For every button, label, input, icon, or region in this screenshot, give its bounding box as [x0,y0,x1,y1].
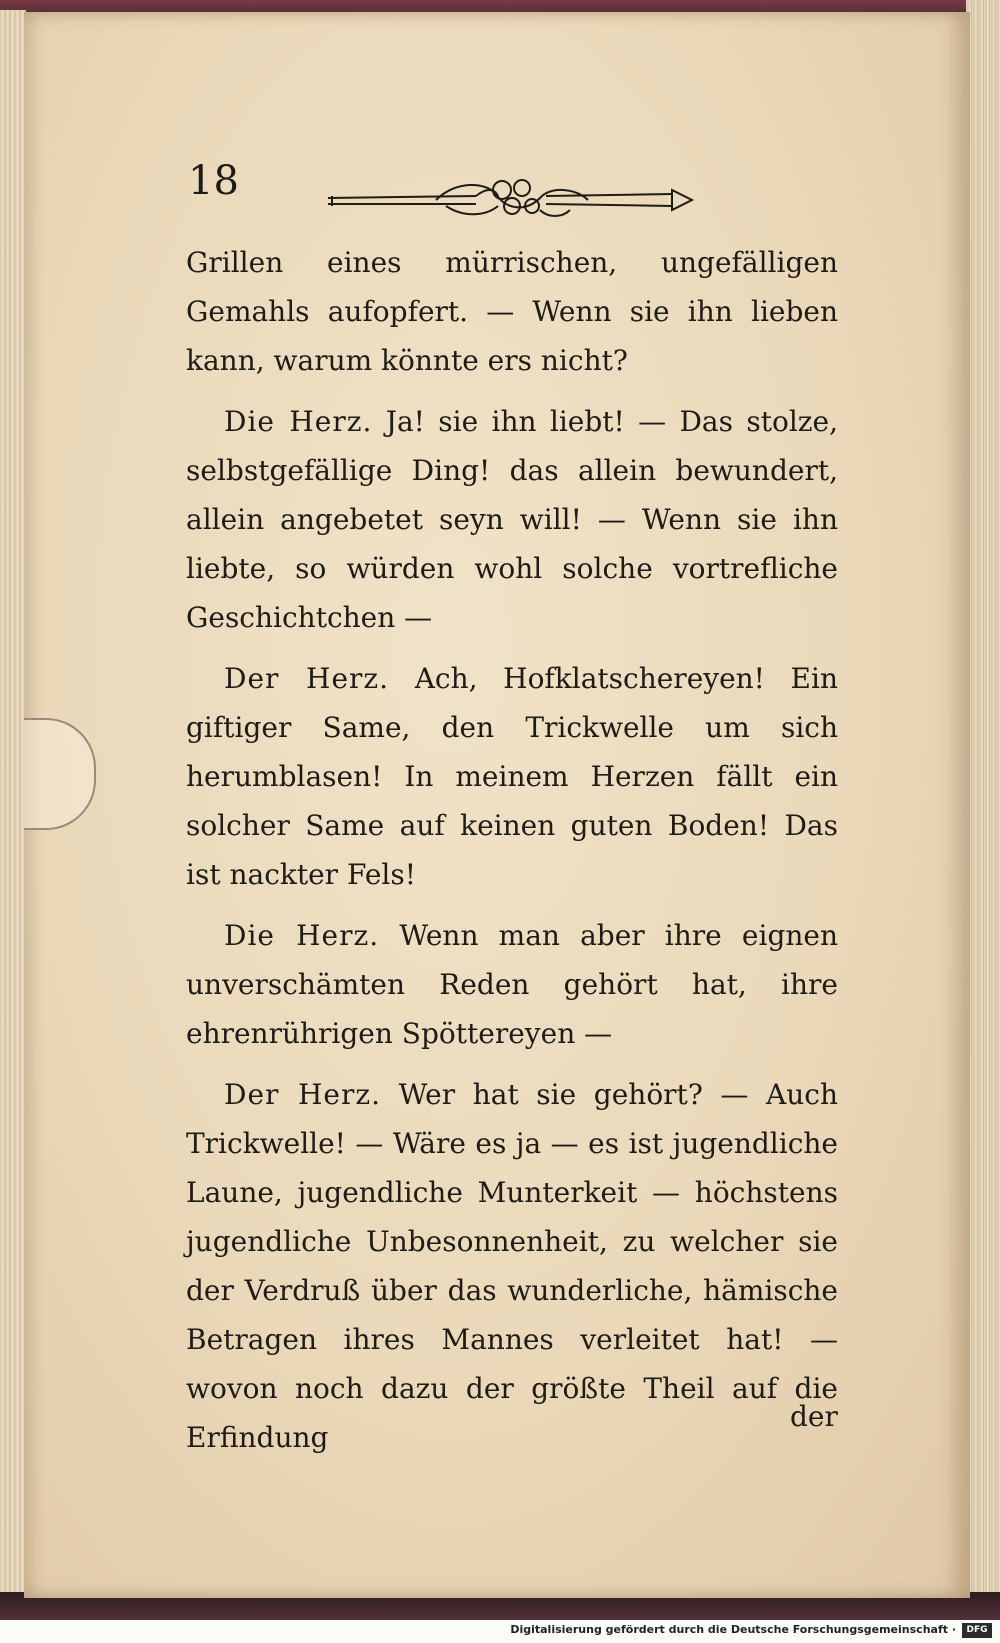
body-text [186,238,838,1474]
page-edges-left [0,10,26,1600]
paragraph-text: Wer hat sie gehört? — Auch Trickwelle! — Wäre es ja — es ist jugendliche Laune, jugendliche Munterkeit — höchstens jugendliche Unbesonnenheit, zu welcher sie der Verdruß über das wunderliche, hämische Betragen ihres Mannes verleitet hat! — wovon noch dazu der größte Theil auf die Erfindung [186,1078,838,1454]
ornament-flourish-icon [326,176,696,226]
paragraph-text: Ja! sie ihn liebt! — Das stolze, selbstgefällige Ding! das allein bewundert, allein angebetet seyn will! — Wenn sie ihn liebte, so würden wohl solche vortrefliche Geschichtchen — [186,405,838,634]
paragraph [186,1070,838,1462]
paragraph-text: Grillen eines mürrischen, ungefälligen Gemahls aufopfert. — Wenn sie ihn lieben kann, warum könnte ers nicht? [186,246,838,377]
page-tab-clip [24,718,96,830]
page-edges-right [966,0,1000,1620]
speaker-label: Der Herz. [224,662,390,695]
paragraph-text: Ach, Hofklatschereyen! Ein giftiger Same, den Trickwelle um sich herumblasen! In meinem Herzen fällt ein solcher Same auf keinen guten Boden! Das ist nackter Fels! [186,662,838,891]
page-number: 18 [188,158,239,204]
paragraph [186,397,838,642]
speaker-label: Der Herz. [224,1078,382,1111]
paragraph-text: Wenn man aber ihre eignen unverschämten Reden gehört hat, ihre ehrenrührigen Spöttereyen — [186,919,838,1050]
catchword: der [790,1400,838,1433]
paragraph [186,238,838,385]
funding-credit: Digitalisierung gefördert durch die Deutsche Forschungsgemeinschaft · [510,1623,956,1636]
digitization-footer [0,1620,1000,1643]
speaker-label: Die Herz. [224,919,380,952]
dfg-logo: DFG [962,1623,992,1638]
paragraph [186,911,838,1058]
speaker-label: Die Herz. [224,405,373,438]
paragraph [186,654,838,899]
